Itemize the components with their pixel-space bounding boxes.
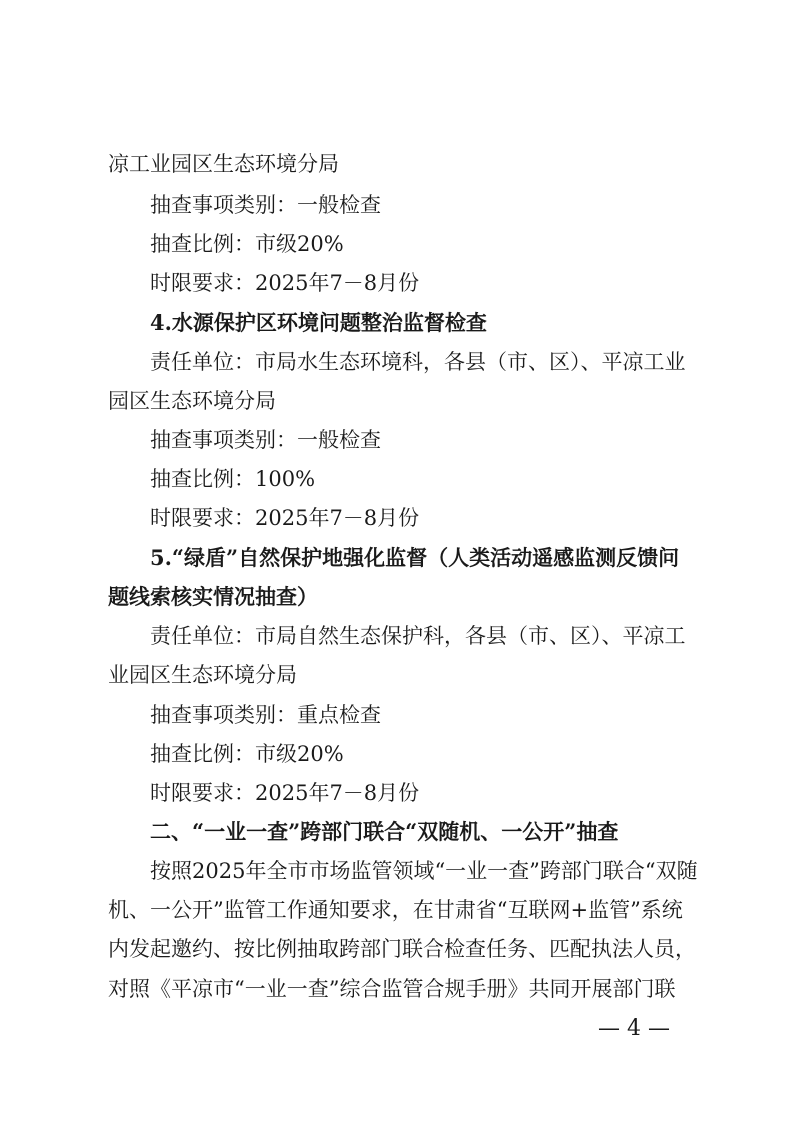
text-line: 园区生态环境分局: [108, 389, 276, 413]
text-line: 时限要求：2025年7－8月份: [150, 271, 420, 295]
text-line: 责任单位：市局自然生态保护科，各县（市、区）、平凉工: [150, 624, 686, 648]
text-line: 按照2025年全市市场监管领域“一业一查”跨部门联合“双随: [150, 859, 698, 883]
text-line: 抽查比例：市级20%: [150, 742, 344, 766]
text-line: 责任单位：市局水生态环境科，各县（市、区）、平凉工业: [150, 350, 686, 374]
text-line: 内发起邀约、按比例抽取跨部门联合检查任务、匹配执法人员，: [108, 937, 696, 961]
text-line: 时限要求：2025年7－8月份: [150, 781, 420, 805]
section-heading: 5.“绿盾”自然保护地强化监督（人类活动遥感监测反馈问: [150, 545, 680, 570]
page-number: — 4 —: [598, 1016, 670, 1041]
text-line: 抽查比例：100%: [150, 467, 316, 491]
text-line: 抽查事项类别：一般检查: [150, 193, 381, 217]
text-line: 抽查事项类别：一般检查: [150, 428, 381, 452]
text-line: 抽查事项类别：重点检查: [150, 703, 381, 727]
text-line: 时限要求：2025年7－8月份: [150, 506, 420, 530]
text-line: 机、一公开”监管工作通知要求，在甘肃省“互联网+监管”系统: [108, 898, 683, 922]
text-line: 对照《平凉市“一业一查”综合监管合规手册》共同开展部门联: [108, 977, 676, 1001]
text-line: 业园区生态环境分局: [108, 663, 297, 687]
section-heading: 二、“一业一查”跨部门联合“双随机、一公开”抽查: [150, 819, 619, 844]
section-heading: 题线索核实情况抽查）: [108, 584, 318, 609]
section-heading: 4.水源保护区环境问题整治监督检查: [150, 310, 487, 335]
text-line: 抽查比例：市级20%: [150, 232, 344, 256]
text-line: 凉工业园区生态环境分局: [108, 152, 339, 176]
